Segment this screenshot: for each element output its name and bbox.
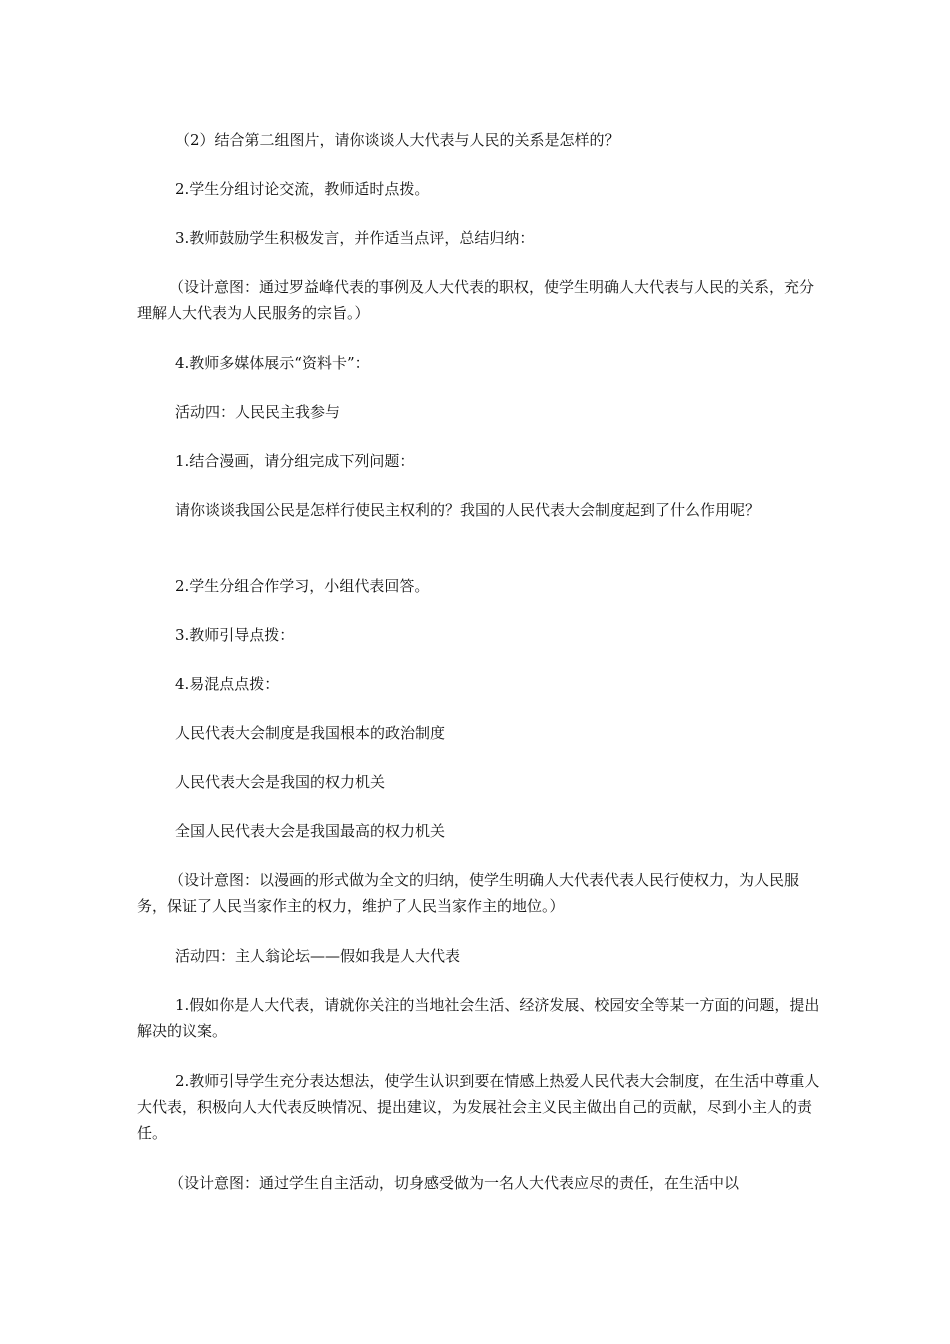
paragraph-activity-step-3: 3.教师引导点拨： [175, 626, 295, 644]
point-power-organ: 人民代表大会是我国的权力机关 [175, 773, 386, 791]
paragraph-step-2: 2.学生分组讨论交流，教师适时点拨。 [175, 180, 430, 198]
paragraph-design-intent-3: （设计意图：通过学生自主活动，切身感受做为一名人大代表应尽的责任，在生活中以 [169, 1174, 740, 1192]
paragraph-step-4: 4.教师多媒体展示“资料卡”： [175, 354, 370, 372]
paragraph-question-rights: 请你谈谈我国公民是怎样行使民主权利的？我国的人民代表大会制度起到了什么作用呢？ [175, 501, 761, 519]
point-highest-power-organ: 全国人民代表大会是我国最高的权力机关 [175, 822, 446, 840]
paragraph-activity-step-2: 2.学生分组合作学习，小组代表回答。 [175, 577, 430, 595]
paragraph-design-intent-1: （设计意图：通过罗益峰代表的事例及人大代表的职权，使学生明确人大代表与人民的关系，充分理解人大代表为人民服务的宗旨。） [137, 278, 815, 322]
paragraph-design-intent-2: （设计意图：以漫画的形式做为全文的归纳，使学生明确人大代表代表人民行使权力，为人民服务，保证了人民当家作主的权力，维护了人民当家作主的地位。） [137, 871, 800, 915]
heading-forum: 活动四：主人翁论坛——假如我是人大代表 [175, 947, 461, 965]
paragraph-question-2: （2）结合第二组图片，请你谈谈人大代表与人民的关系是怎样的？ [175, 131, 620, 149]
paragraph-activity-step-4: 4.易混点点拨： [175, 675, 280, 693]
paragraph-forum-step-1: 1.假如你是人大代表，请就你关注的当地社会生活、经济发展、校园安全等某一方面的问题，提出解决的议案。 [137, 996, 820, 1040]
paragraph-forum-step-2: 2.教师引导学生充分表达想法，使学生认识到要在情感上热爱人民代表大会制度，在生活中尊重人大代表，积极向人大代表反映情况、提出建议，为发展社会主义民主做出自己的贡献，尽到小主人的责任。 [137, 1072, 820, 1142]
paragraph-step-3: 3.教师鼓励学生积极发言，并作适当点评，总结归纳： [175, 229, 535, 247]
point-fundamental-system: 人民代表大会制度是我国根本的政治制度 [175, 724, 446, 742]
paragraph-activity-step-1: 1.结合漫画，请分组完成下列问题： [175, 452, 415, 470]
heading-activity-4: 活动四：人民民主我参与 [175, 403, 341, 421]
